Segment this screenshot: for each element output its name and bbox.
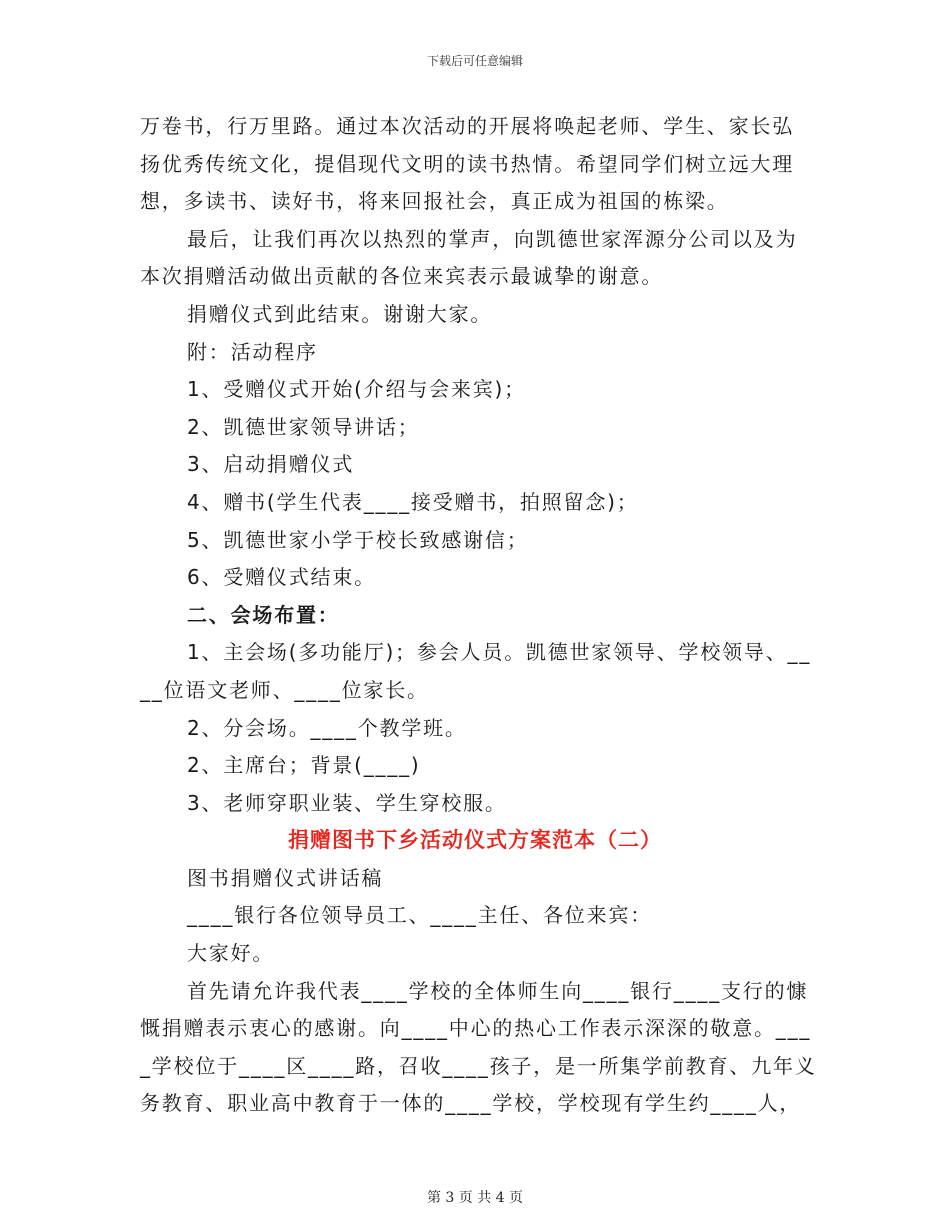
paragraph-line: 1、受赠仪式开始(介绍与会来宾)； bbox=[187, 377, 526, 402]
paragraph-line: 万卷书，行万里路。通过本次活动的开展将唤起老师、学生、家长弘 bbox=[140, 114, 794, 138]
section-heading: 二、会场布置： bbox=[187, 602, 340, 627]
page-footer: 第 3 页 共 4 页 bbox=[426, 1190, 524, 1206]
paragraph-line: 本次捐赠活动做出贡献的各位来宾表示最诚挚的谢意。 bbox=[140, 264, 664, 289]
document-body bbox=[140, 108, 817, 1123]
paragraph-line: 3、启动捐赠仪式 bbox=[187, 452, 355, 477]
page-header: 下载后可任意编辑 bbox=[426, 54, 523, 68]
paragraph-line: 想，多读书、读好书，将来回报社会，真正成为祖国的栋梁。 bbox=[140, 189, 729, 214]
paragraph-line: 务教育、职业高中教育于一体的____学校，学校现有学生约____人， bbox=[140, 1091, 802, 1116]
paragraph-line: 扬优秀传统文化，提倡现代文明的读书热情。希望同学们树立远大理 bbox=[140, 151, 794, 176]
paragraph-line: 附：活动程序 bbox=[187, 339, 318, 364]
paragraph-line: 2、分会场。____个教学班。 bbox=[187, 715, 467, 740]
paragraph-line: 2、主席台；背景(____) bbox=[187, 753, 421, 778]
paragraph-line: 1、主会场(多功能厅)；参会人员。凯德世家领导、学校领导、__ bbox=[187, 640, 812, 665]
paragraph-line: 大家好。 bbox=[187, 941, 275, 966]
section-title: 捐赠图书下乡活动仪式方案范本（二） bbox=[288, 828, 662, 853]
paragraph-line: 最后，让我们再次以热烈的掌声，向凯德世家浑源分公司以及为 bbox=[187, 226, 798, 251]
paragraph-line: ____银行各位领导员工、____主任、各位来宾： bbox=[187, 903, 652, 928]
paragraph-line: 3、老师穿职业装、学生穿校服。 bbox=[187, 790, 507, 815]
paragraph-line: _学校位于____区____路，召收____孩子，是一所集学前教育、九年义 bbox=[140, 1053, 817, 1078]
paragraph-line: 5、凯德世家小学于校长致感谢信； bbox=[187, 527, 529, 552]
paragraph-line: __位语文老师、____位家长。 bbox=[140, 677, 429, 702]
paragraph-line: 6、受赠仪式结束。 bbox=[187, 565, 376, 590]
paragraph-line: 首先请允许我代表____学校的全体师生向____银行____支行的慷 bbox=[187, 978, 809, 1003]
paragraph-line: 图书捐赠仪式讲话稿 bbox=[187, 865, 384, 890]
paragraph-line: 4、赠书(学生代表____接受赠书，拍照留念)； bbox=[187, 489, 639, 514]
paragraph-line: 捐赠仪式到此结束。谢谢大家。 bbox=[187, 301, 493, 326]
paragraph-line: 慨捐赠表示衷心的感谢。向____中心的热心工作表示深深的敬意。___ bbox=[140, 1016, 812, 1041]
paragraph-line: 2、凯德世家领导讲话； bbox=[187, 414, 420, 439]
